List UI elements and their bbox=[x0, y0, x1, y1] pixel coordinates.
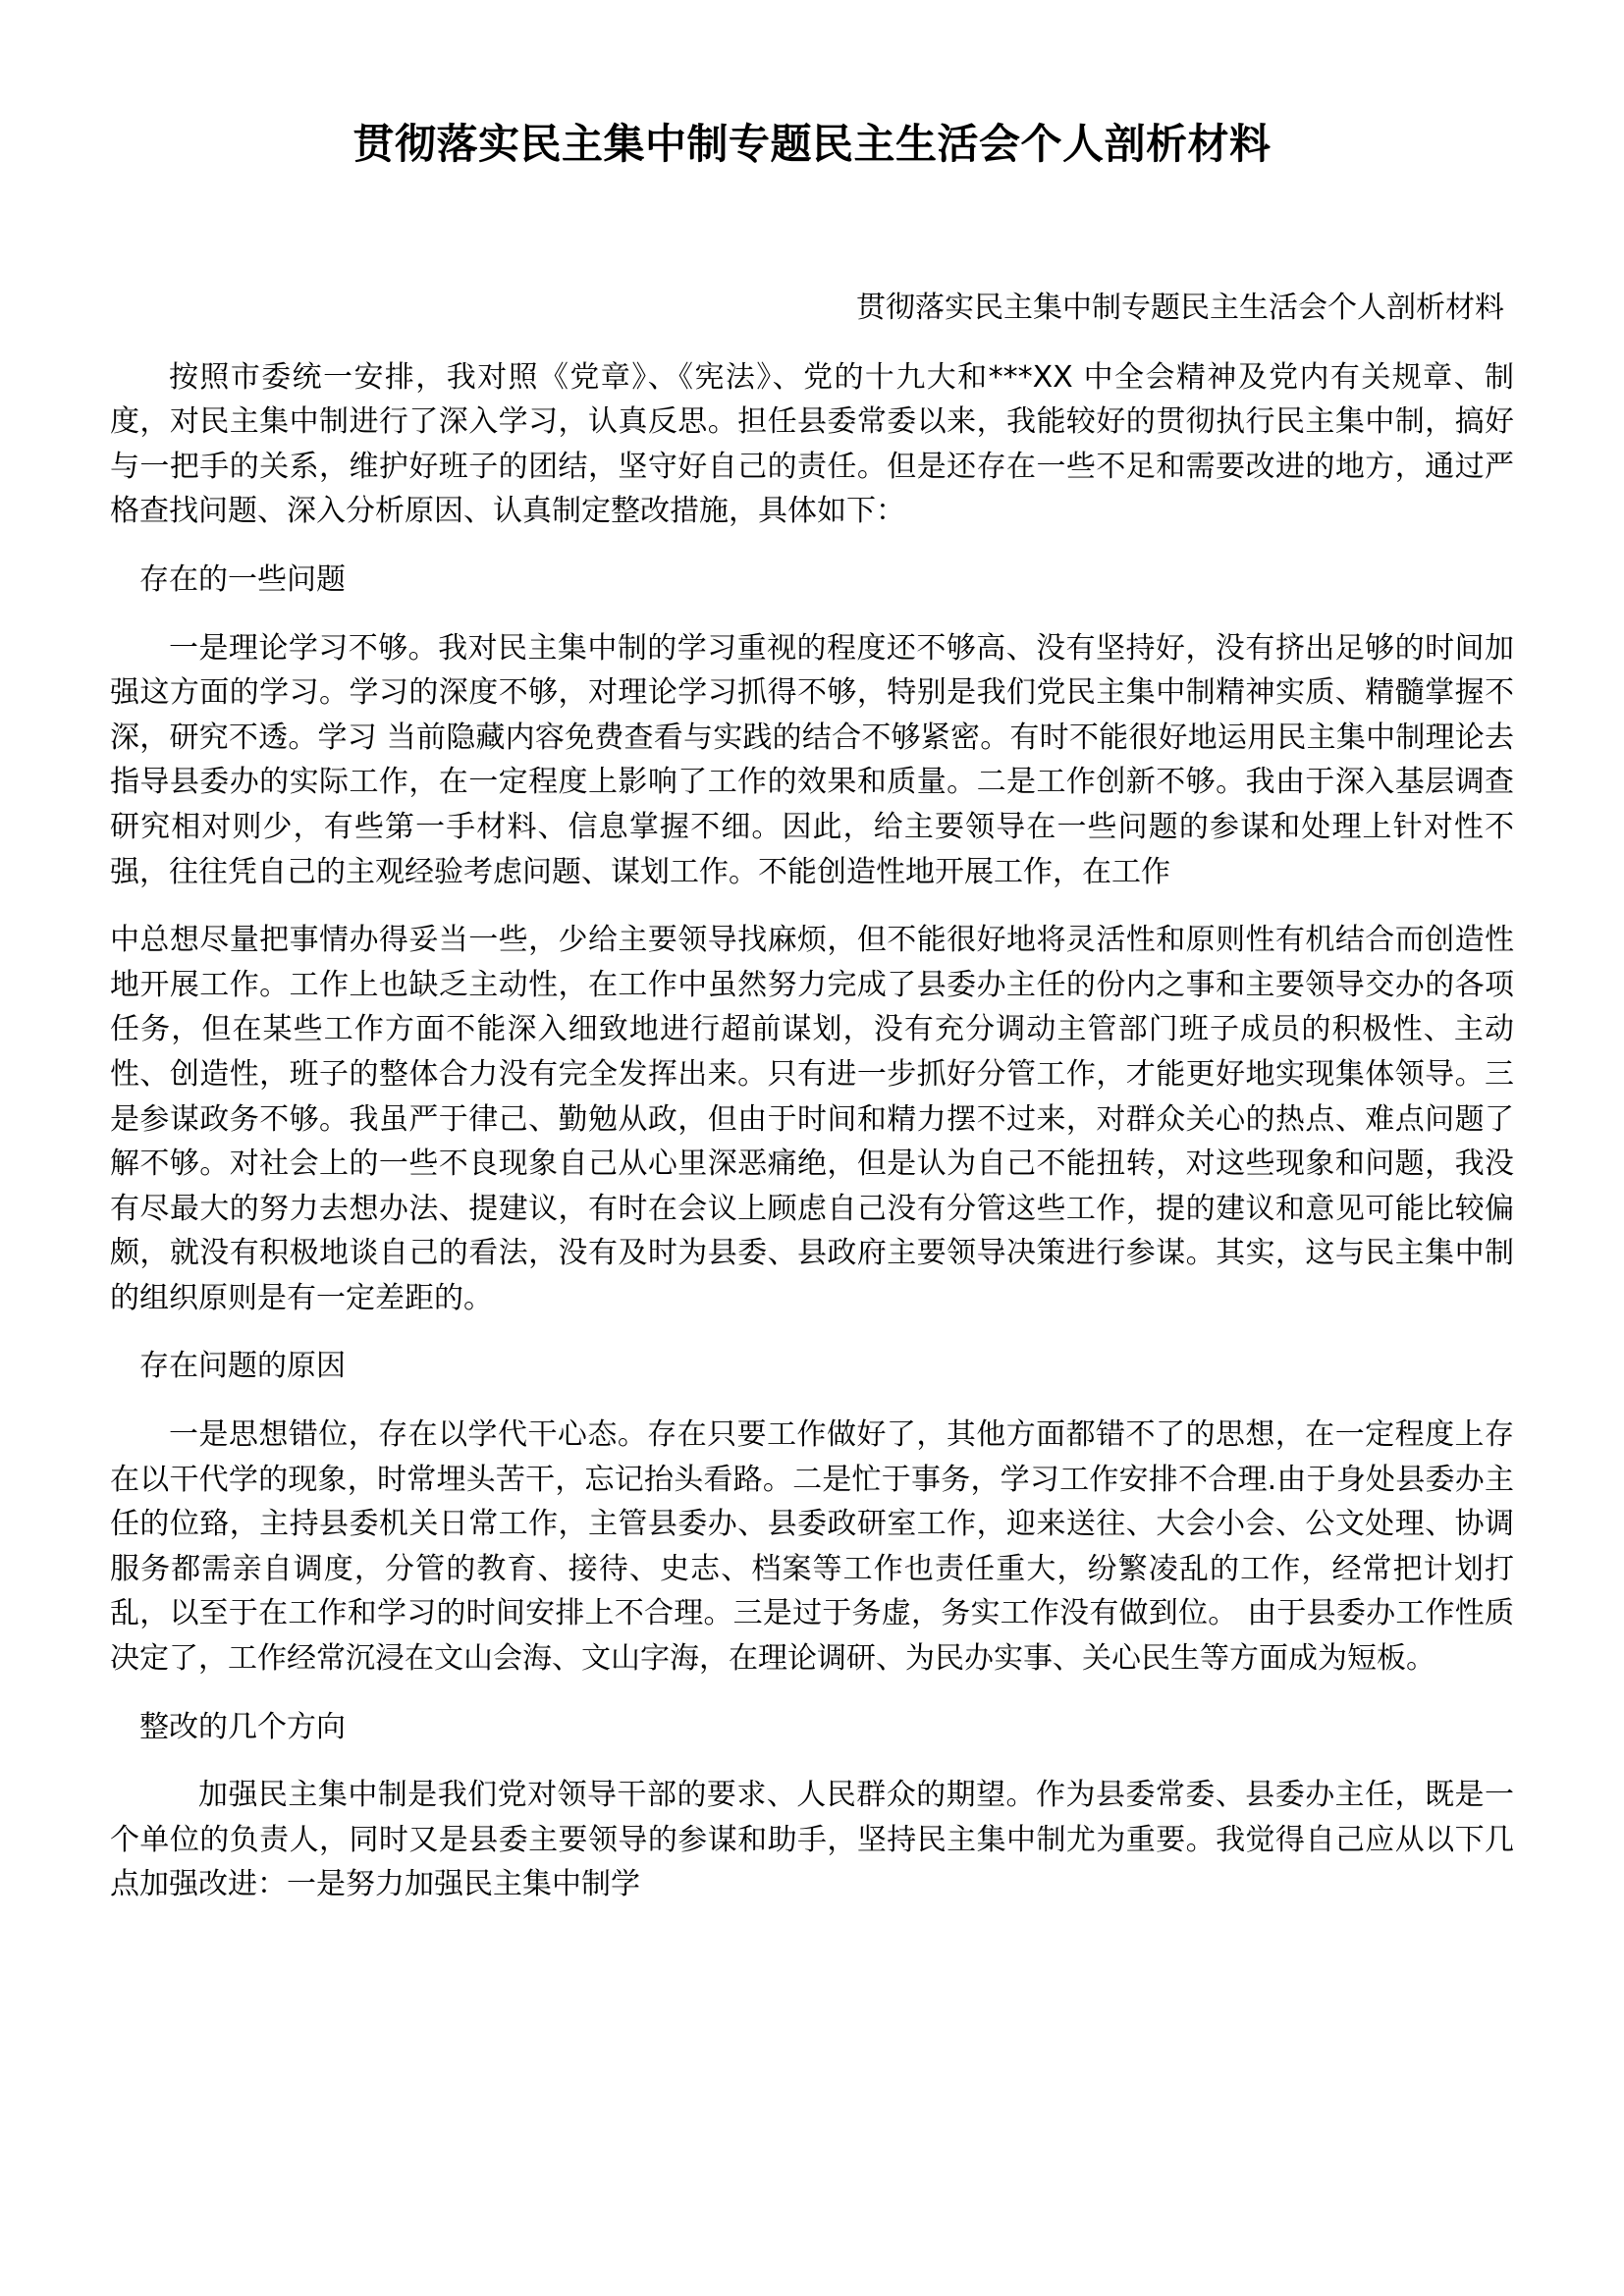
paragraph-corrections-1: 加强民主集中制是我们党对领导干部的要求、人民群众的期望。作为县委常委、县委办主任，既是一个单位的负责人，同时又是县委主要领导的参谋和助手，坚持民主集中制尤为重要。我觉得自己应从以下几点加强改进：一是努力加强民主集中制学 bbox=[110, 1778, 1514, 1902]
document-subtitle: 贯彻落实民主集中制专题民主生活会个人剖析材料 bbox=[856, 290, 1504, 325]
page-title: 贯彻落实民主集中制专题民主生活会个人剖析材料 bbox=[352, 120, 1272, 168]
paragraph-causes-1: 一是思想错位，存在以学代干心态。存在只要工作做好了，其他方面都错不了的思想，在一定程度上存在以干代学的现象，时常埋头苦干，忘记抬头看路。二是忙于事务，学习工作安排不合理.由于身处县委办主任的位臵，主持县委机关日常工作，主管县委办、县委政研室工作，迎来送往、大会小会、公文处理、协调服务都需亲自调度，分管的教育、接待、史志、档案等工作也责任重大，纷繁凌乱的工作，经常把计划打乱，以至于在工作和学习的时间安排上不合理。三是过于务虚，务实工作没有做到位。 由于县委办工作性质决定了，工作经常沉浸在文山会海、文山字海，在理论调研、为民办实事、关心民生等方面成为短板。 bbox=[110, 1417, 1514, 1677]
section-heading-corrections: 整改的几个方向 bbox=[139, 1709, 346, 1744]
paragraph-problems-2: 中总想尽量把事情办得妥当一些，少给主要领导找麻烦，但不能很好地将灵活性和原则性有机结合而创造性地开展工作。工作上也缺乏主动性，在工作中虽然努力完成了县委办主任的份内之事和主要领导交办的各项任务，但在某些工作方面不能深入细致地进行超前谋划，没有充分调动主管部门班子成员的积极性、主动性、创造性，班子的整体合力没有完全发挥出来。只有进一步抓好分管工作，才能更好地实现集体领导。三是参谋政务不够。我虽严于律己、勤勉从政，但由于时间和精力摆不过来，对群众关心的热点、难点问题了解不够。对社会上的一些不良现象自己从心里深恶痛绝，但是认为自己不能扭转，对这些现象和问题，我没有尽最大的努力去想办法、提建议，有时在会议上顾虑自己没有分管这些工作，提的建议和意见可能比较偏颇，就没有积极地谈自己的看法，没有及时为县委、县政府主要领导决策进行参谋。其实，这与民主集中制的组织原则是有一定差距的。 bbox=[110, 923, 1514, 1315]
paragraph-intro: 按照市委统一安排，我对照《党章》、《宪法》、党的十九大和***XX 中全会精神及党内有关规章、制度，对民主集中制进行了深入学习，认真反思。担任县委常委以来，我能较好的贯彻执行民主集中制，搞好与一把手的关系，维护好班子的团结，坚守好自己的责任。但是还存在一些不足和需要改进的地方，通过严格查找问题、深入分析原因、认真制定整改措施，具体如下： bbox=[110, 359, 1514, 529]
section-heading-problems: 存在的一些问题 bbox=[139, 561, 346, 597]
section-heading-causes: 存在问题的原因 bbox=[139, 1349, 346, 1384]
paragraph-problems-1: 一是理论学习不够。我对民主集中制的学习重视的程度还不够高、没有坚持好，没有挤出足够的时间加强这方面的学习。学习的深度不够，对理论学习抓得不够，特别是我们党民主集中制精神实质、精髓掌握不深，研究不透。学习 当前隐藏内容免费查看与实践的结合不够紧密。有时不能很好地运用民主集中制理论去指导县委办的实际工作，在一定程度上影响了工作的效果和质量。二是工作创新不够。我由于深入基层调查研究相对则少，有些第一手材料、信息掌握不细。因此，给主要领导在一些问题的参谋和处理上针对性不强，往往凭自己的主观经验考虑问题、谋划工作。不能创造性地开展工作，在工作 bbox=[110, 630, 1514, 889]
